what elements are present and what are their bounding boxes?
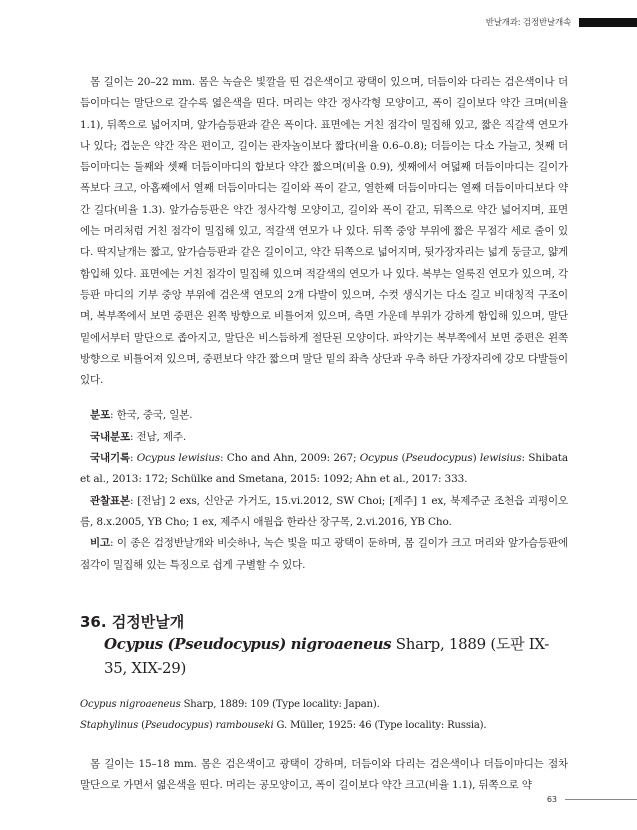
distribution-text: : 한국, 중국, 일본.: [110, 409, 193, 422]
text-run: Sharp, 1889: 109 (Type locality: Japan).: [180, 698, 380, 710]
remarks-line: [80, 533, 568, 576]
remarks-label: 비고: [90, 537, 110, 550]
text-run: :: [129, 452, 137, 465]
italic-text: Staphylinus: [80, 719, 139, 731]
italic-text: lewisius: [479, 452, 522, 465]
text-run: ): [472, 452, 480, 465]
description-paragraph: 몸 길이는 20–22 mm. 몸은 녹슬은 빛깔을 띤 검은색이고 광택이 있으며, 더듬이와 다리는 검은색이나 더듬이마디는 말단으로 갈수록 엷은색을 띤다. 머리는 약간 정사각형 모양이고, 폭이 길이보다 약간 크며(비율 1.1), 뒤쪽으로 넓어지며, 앞가슴등판과 같은 폭이다. 표면에는 거친 점각이 밀집해 있고, 짧은 직갈색 연모가 나 있다; 겹눈은 약간 작은 편이고, 길이는 관자놀이보다 짧다(비율 0.6–0.8); 더듬이는 다소 가늘고, 첫째 더듬이마디는 둘째와 셋째 더듬이마디의 합보다 약간 짧으며(비율 0.9), 셋째에서 여덟째 더듬이마디는 길이가 폭보다 크고, 아홉째에서 열째 더듬이마디는 길이와 폭이 같고, 열한째 더듬이마디는 열째 더듬이마디보다 약간 길다(비율 1.3). 앞가슴등판은 약간 정사각형 모양이고, 길이와 폭이 같고, 뒤쪽으로 약간 넓어지며, 표면에는 머리처럼 거친 점각이 밀집해 있고, 적갈색 연모가 나 있다. 뒤쪽 중앙 부위에 짧은 무점각 세로 줄이 있다. 딱지날개는 짧고, 앞가슴등판과 같은 길이이고, 약간 뒤쪽으로 넓어지며, 뒷가장자리는 넓게 둥글고, 얇게 함입해 있다. 표면에는 거친 점각이 밀집해 있으며 적갈색의 연모가 나 있다. 복부는 얼룩진 연모가 있으며, 각 등판 마디의 기부 중앙 부위에 검은색 연모의 2개 다발이 있으며, 수컷 생식기는 다소 길고 비대칭적 구조이며, 복부쪽에서 보면 중편은 왼쪽 방향으로 비틀어져 있으며, 측면 가운데 부위가 강하게 함입해 있으며, 말단 밑에서부터 말단으로 좁아지고, 말단은 비스듬하게 절단된 모양이다. 파악기는 복부쪽에서 보면 중편은 왼쪽 방향으로 비틀어져 있으며, 중편보다 약간 짧으며 말단 밑의 좌측 상단과 우측 하단 가장자리에 강모 다발들이 있다.: [80, 76, 568, 387]
description-paragraph-2: 몸 길이는 15–18 mm. 몸은 검은색이고 광택이 강하며, 더듬이와 다리는 검은색이나 더듬이마디는 점차 말단으로 가면서 엷은색을 띤다. 머리는 공모양이고, 폭이 길이보다 약간 크고(비율 1.1), 뒤쪽으로 약: [80, 757, 568, 792]
species-scientific-name: [80, 632, 568, 680]
running-header: [486, 14, 637, 30]
italic-text: Ocypus: [359, 452, 399, 465]
text-run: (: [398, 452, 406, 465]
header-bar: [579, 18, 637, 27]
text-run: : Shibata et al., 2013: 172; Schülke and Smetana, 2015: 1092; Ahn et al., 2017: 333.: [80, 452, 568, 486]
subgenus: (Pseudocypus): [167, 634, 287, 653]
italic-text: Pseudocypus: [405, 452, 473, 465]
page-footer: [547, 795, 637, 804]
korea-distribution-label: 국내분포: [90, 430, 130, 443]
italic-text: Ocypus lewisius: [136, 452, 221, 465]
footer-rule: [565, 799, 637, 800]
italic-text: rambouseki: [215, 719, 274, 731]
text-run: G. Müller, 1925: 46 (Type locality: Russia).: [273, 719, 487, 731]
synonym-entry: [80, 694, 568, 715]
korea-records-text: [80, 452, 568, 485]
running-title: 반날개과: 검정반날개속: [485, 18, 571, 28]
korea-records-label: 국내기록: [90, 452, 130, 465]
text-run: : Cho and Ahn, 2009: 267;: [220, 452, 360, 465]
synonym-entry: [80, 715, 568, 736]
distribution-line: [80, 405, 568, 426]
species-heading: [80, 612, 568, 680]
remarks-text: : 이 종은 검정반날개와 비슷하나, 녹슨 빛을 띠고 광택이 둔하며, 몸 길이가 크고 머리와 앞가슴등판에 점각이 밀집해 있는 특징으로 쉽게 구별할 수 있다.: [80, 537, 568, 571]
synonym-list: [80, 694, 568, 736]
species-number: 36.: [80, 612, 107, 631]
text-run: (: [138, 719, 145, 731]
page-number: 63: [546, 795, 557, 804]
species-korean-name: 검정반날개: [111, 612, 185, 631]
page-content: [80, 72, 568, 796]
species-number-line: [80, 612, 568, 632]
epithet: nigroaeneus: [290, 634, 392, 653]
plate-reference: (도판 IX-35, XIX-29): [104, 634, 549, 677]
distribution-label: 분포: [90, 409, 110, 422]
text-run: ): [208, 719, 216, 731]
genus: Ocypus: [104, 634, 163, 653]
species-info: [80, 405, 568, 575]
korea-distribution-line: [80, 427, 568, 448]
authority: Sharp, 1889: [395, 634, 486, 653]
italic-text: Pseudocypus: [144, 719, 209, 731]
korea-distribution-text: : 전남, 제주.: [129, 430, 187, 443]
italic-text: Ocypus nigroaeneus: [80, 698, 181, 710]
specimens-line: [80, 491, 568, 534]
specimens-text: : [전남] 2 exs, 신안군 가거도, 15.vi.2012, SW Choi; [제주] 1 ex, 북제주군 조천읍 괴평이오름, 8.x.2005, YB Cho; 1 ex, 제주시 애월읍 한라산 장구목, 2.vi.2016, YB Cho.: [80, 494, 568, 528]
specimens-label: 관찰표본: [90, 494, 130, 507]
korea-records-line: [80, 448, 568, 491]
